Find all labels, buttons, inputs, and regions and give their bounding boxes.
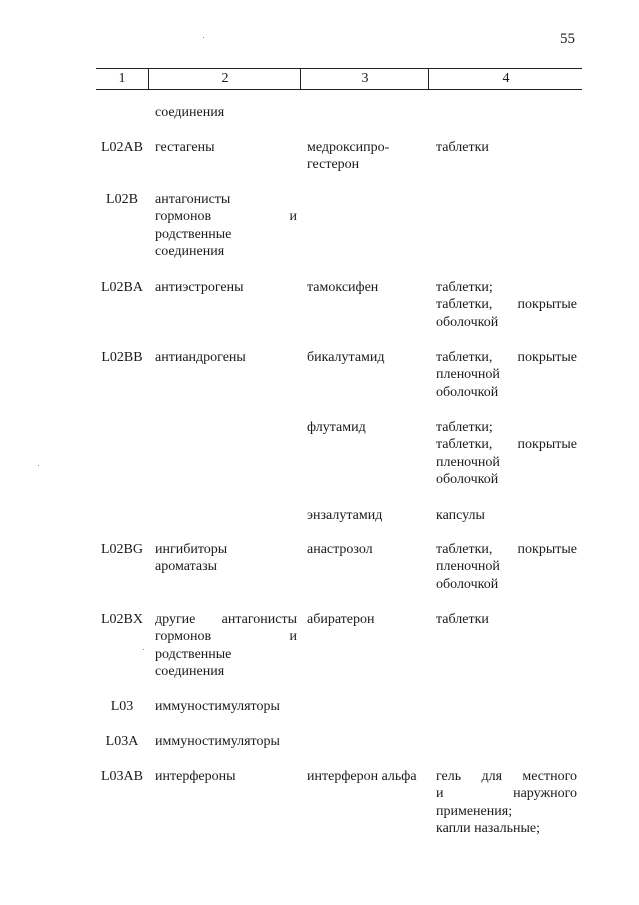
form-line: оболочкой <box>436 384 499 400</box>
group-cell <box>155 191 297 261</box>
group-cell <box>155 349 297 366</box>
atc-code: L03 <box>110 699 134 714</box>
drug-cell <box>307 279 428 296</box>
form-line: оболочкой <box>436 314 499 330</box>
drug-line: абиратерон <box>307 612 375 627</box>
form-cell <box>436 139 577 156</box>
form-line: таблетки, покрытые <box>436 350 577 365</box>
drug-line: анастрозол <box>307 542 373 557</box>
atc-code: L03AB <box>101 769 143 784</box>
header-col-3: 3 <box>300 69 429 89</box>
atc-code: L03A <box>105 734 139 749</box>
form-cell <box>436 611 577 628</box>
group-cell <box>155 768 297 785</box>
group-cell <box>155 279 297 296</box>
atc-code: L02B <box>106 192 138 207</box>
group-cell <box>155 104 297 121</box>
atc-code: L02BG <box>101 542 143 557</box>
form-line: капли назальные; <box>436 821 541 837</box>
drug-cell <box>307 611 428 628</box>
form-line: гель для местного <box>436 769 577 784</box>
group-line: иммуностимуляторы <box>155 699 280 714</box>
group-line: гестагены <box>155 140 215 155</box>
group-cell <box>155 139 297 156</box>
group-line: иммуностимуляторы <box>155 734 280 749</box>
drug-cell <box>307 419 428 436</box>
form-line: пленочной <box>436 559 500 575</box>
group-line: ингибиторы <box>155 542 228 557</box>
scan-speck <box>38 465 39 466</box>
group-cell <box>155 698 297 715</box>
form-line: пленочной <box>436 454 500 470</box>
group-line: гормонов и <box>155 209 297 225</box>
group-line: другие антагонисты <box>155 612 297 627</box>
group-line: интерфероны <box>155 769 236 784</box>
form-cell <box>436 349 577 401</box>
group-line: родственные <box>155 646 232 662</box>
form-line: таблетки; <box>436 420 493 435</box>
drug-cell <box>307 349 428 366</box>
group-cell <box>155 733 297 750</box>
form-cell <box>436 279 577 331</box>
header-col-1: 1 <box>118 71 126 86</box>
form-line: таблетки; <box>436 280 493 295</box>
form-line: таблетки, покрытые <box>436 297 577 313</box>
scan-speck <box>203 37 204 38</box>
group-line: антагонисты <box>155 192 231 207</box>
drug-line: флутамид <box>307 420 366 435</box>
atc-code: L02BB <box>101 350 143 365</box>
table-header <box>96 68 582 90</box>
form-cell <box>436 768 577 838</box>
drug-cell <box>307 139 428 174</box>
drug-line: медроксипро- <box>307 140 390 155</box>
form-line: таблетки, покрытые <box>436 542 577 557</box>
atc-code: L02AB <box>101 140 143 155</box>
group-line: родственные <box>155 226 232 242</box>
drug-line: гестерон <box>307 157 360 173</box>
group-line: ароматазы <box>155 559 218 575</box>
form-line: таблетки <box>436 612 489 627</box>
page-number: 55 <box>560 31 575 47</box>
group-line: антиэстрогены <box>155 280 244 295</box>
group-line: соединения <box>155 244 225 260</box>
group-cell <box>155 541 297 576</box>
form-line: и наружного <box>436 786 577 802</box>
form-cell <box>436 419 577 489</box>
group-line: антиандрогены <box>155 350 246 365</box>
form-line: капсулы <box>436 508 485 523</box>
form-line: пленочной <box>436 367 500 383</box>
form-line: таблетки, покрытые <box>436 437 577 453</box>
form-cell <box>436 507 577 524</box>
form-cell <box>436 541 577 593</box>
group-line: соединения <box>155 105 225 120</box>
drug-line: бикалутамид <box>307 350 385 365</box>
form-line: оболочкой <box>436 472 499 488</box>
drug-cell <box>307 541 428 558</box>
group-line: гормонов и <box>155 629 297 645</box>
header-col-2: 2 <box>148 69 301 89</box>
drug-line: энзалутамид <box>307 508 383 523</box>
atc-code: L02BX <box>101 612 143 627</box>
drug-cell <box>307 768 428 785</box>
atc-code: L02BA <box>101 280 143 295</box>
group-cell <box>155 611 297 681</box>
form-line: таблетки <box>436 140 489 155</box>
header-col-4: 4 <box>428 69 583 89</box>
drug-line: тамоксифен <box>307 280 379 295</box>
scan-speck <box>143 649 144 650</box>
form-line: оболочкой <box>436 576 499 592</box>
drug-cell <box>307 507 428 524</box>
form-line: применения; <box>436 803 513 819</box>
group-line: соединения <box>155 664 225 680</box>
drug-line: интерферон альфа <box>307 769 417 784</box>
